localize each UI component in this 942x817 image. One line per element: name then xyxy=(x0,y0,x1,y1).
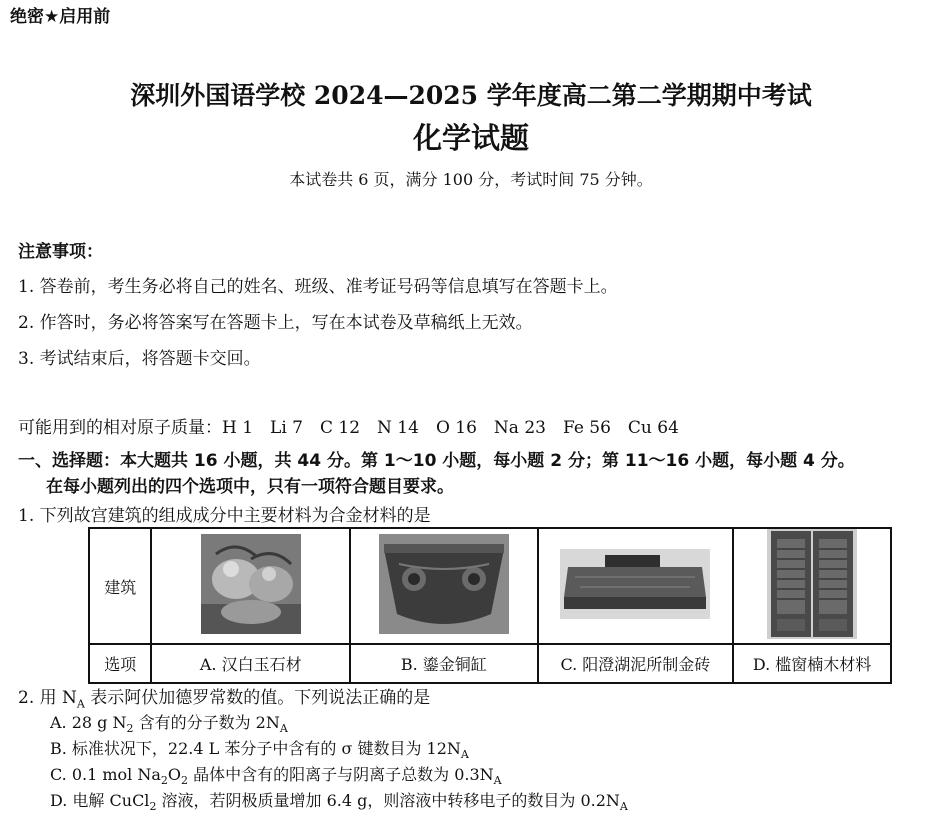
golden-brick-photo xyxy=(560,549,710,623)
section-heading: 一、选择题：本大题共 16 小题，共 44 分。第 1～10 小题，每小题 2 分；第 11～16 小题，每小题 4 分。 xyxy=(18,451,855,471)
section-instruction: 在每小题列出的四个选项中，只有一项符合题目要求。 xyxy=(46,477,454,497)
confidential-label: 绝密★启用前 xyxy=(10,7,111,27)
nanmu-window-photo xyxy=(767,529,857,643)
photo-cell-d xyxy=(733,528,891,644)
photo-cell-b xyxy=(350,528,537,644)
option-d: D. 槛窗楠木材料 xyxy=(733,644,891,683)
stone-lion-photo xyxy=(201,534,301,638)
q2-option-a: A. 28 g $N_2$ 含有的分子数为 $2N_A$ xyxy=(50,713,288,736)
notice-item: 2. 作答时，务必将答案写在答题卡上，写在本试卷及草稿纸上无效。 xyxy=(18,313,533,333)
photo-cell-a xyxy=(151,528,350,644)
question-1-stem: 1. 下列故宫建筑的组成成分中主要材料为合金材料的是 xyxy=(18,506,431,526)
q2-option-c: C. 0.1 mol $Na_2O_2$ 晶体中含有的阳离子与阴离子总数为 $0.3N_A$ xyxy=(50,765,502,788)
option-c: C. 阳澄湖泥所制金砖 xyxy=(538,644,734,683)
exam-title: 深圳外国语学校 2024—2025 学年度高二第二学期期中考试 xyxy=(130,81,812,110)
notice-item: 3. 考试结束后，将答题卡交回。 xyxy=(18,349,261,369)
q2-option-d: D. 电解 CuCl$_2$ 溶液，若阴极质量增加 6.4 g，则溶液中转移电子的数目为 $0.2N_A$ xyxy=(50,791,628,814)
option-a: A. 汉白玉石材 xyxy=(151,644,350,683)
atomic-masses: 可能用到的相对原子质量：H 1 Li 7 C 12 N 14 O 16 Na 23 Fe 56 Cu 64 xyxy=(18,418,679,438)
subject-title: 化学试题 xyxy=(412,121,529,155)
gilded-vat-photo xyxy=(379,534,509,638)
exam-info: 本试卷共 6 页，满分 100 分，考试时间 75 分钟。 xyxy=(289,170,653,189)
q2-option-b: B. 标准状况下，22.4 L 苯分子中含有的 σ 键数目为 $12N_A$ xyxy=(50,739,469,762)
option-b: B. 鎏金铜缸 xyxy=(350,644,537,683)
notice-heading: 注意事项： xyxy=(18,242,103,262)
row-label-building: 建筑 xyxy=(89,528,151,644)
notice-item: 1. 答卷前，考生务必将自己的姓名、班级、准考证号码等信息填写在答题卡上。 xyxy=(18,277,618,297)
row-label-option: 选项 xyxy=(89,644,151,683)
materials-table xyxy=(88,527,892,684)
question-2-stem: 2. 用 $N_A$ 表示阿伏加德罗常数的值。下列说法正确的是 xyxy=(18,688,431,711)
photo-cell-c xyxy=(538,528,734,644)
